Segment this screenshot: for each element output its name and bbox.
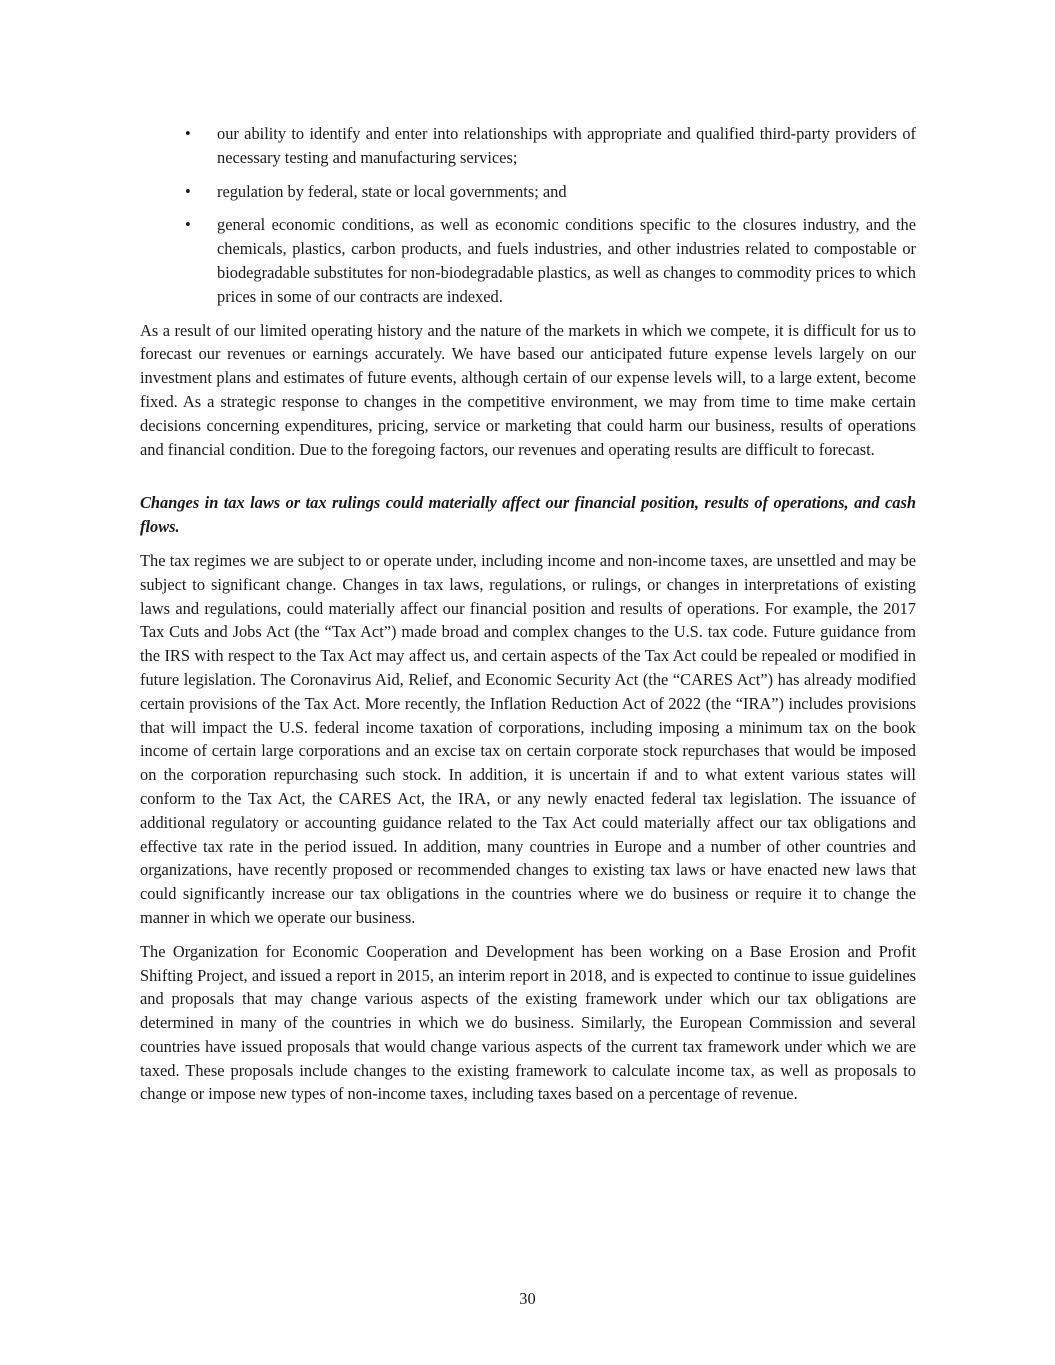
paragraph-forecast: As a result of our limited operating history and the nature of the markets in which we compete, it is difficult for us to forecast our revenues or earnings accurately. We have based our anticipated future expense levels largely on our investment plans and estimates of future events, although certain of our expense levels will, to a large extent, become fixed. As a strategic response to changes in the competitive environment, we may from time to time make certain decisions concerning expenditures, pricing, service or marketing that could harm our business, results of operations and financial condition. Due to the foregoing factors, our revenues and operating results are difficult to forecast. [140,320,916,459]
bullet-icon: • [185,124,191,143]
bullet-icon: • [185,215,191,235]
list-item [140,122,916,170]
page-number: 30 [519,1289,536,1308]
risk-factor-bullet-list [140,122,916,309]
section-heading: Changes in tax laws or tax rulings could materially affect our financial position, results of operations, and cash flows. [140,493,916,537]
bullet-text: our ability to identify and enter into relationships with appropriate and qualified third-party providers of necessary testing and manufacturing services; [217,124,916,167]
list-item [140,213,916,308]
list-item [140,180,916,204]
document-page [140,122,916,1116]
paragraph-oecd: The Organization for Economic Cooperation and Development has been working on a Base Erosion and Profit Shifting Project, and issued a report in 2015, an interim report in 2018, and is expected to continue to issue guidelines and proposals that may change various aspects of the existing framework under which our tax obligations are determined in many of the countries in which we do business. Similarly, the European Commission and several countries have issued proposals that would change various aspects of the current tax framework under which we are taxed. These proposals include changes to the existing framework to calculate income tax, as well as proposals to change or impose new types of non-income taxes, including taxes based on a percentage of revenue. [140,941,916,1104]
bullet-text: general economic conditions, as well as economic conditions specific to the closures industry, and the chemicals, plastics, carbon products, and fuels industries, and other industries related to compostable or biodegradable substitutes for non-biodegradable plastics, as well as changes to commodity prices to which prices in some of our contracts are indexed. [217,215,916,306]
bullet-icon: • [185,181,191,201]
paragraph-tax-regimes: The tax regimes we are subject to or operate under, including income and non-income taxes, are unsettled and may be subject to significant change. Changes in tax laws, regulations, or rulings, or changes in interpretations of existing laws and regulations, could materially affect our financial position and results of operations. For example, the 2017 Tax Cuts and Jobs Act (the “Tax Act”) made broad and complex changes to the U.S. tax code. Future guidance from the IRS with respect to the Tax Act may affect us, and certain aspects of the Tax Act could be repealed or modified in future legislation. The Coronavirus Aid, Relief, and Economic Security Act (the “CARES Act”) has already modified certain provisions of the Tax Act. More recently, the Inflation Reduction Act of 2022 (the “IRA”) includes provisions that will impact the U.S. federal income taxation of corporations, including imposing a minimum tax on the book income of certain large corporations and an excise tax on certain corporate stock repurchases that would be imposed on the corporation repurchasing such stock. In addition, it is uncertain if and to what extent various states will conform to the Tax Act, the CARES Act, the IRA, or any newly enacted federal tax legislation. The issuance of additional regulatory or accounting guidance related to the Tax Act could materially affect our tax obligations and effective tax rate in the period issued. In addition, many countries in Europe and a number of other countries and organizations, have recently proposed or recommended changes to existing tax laws or have enacted new laws that could significantly increase our tax obligations in the countries where we do business or require it to change the manner in which we operate our business. [140,550,916,927]
bullet-text: regulation by federal, state or local governments; and [217,181,567,201]
